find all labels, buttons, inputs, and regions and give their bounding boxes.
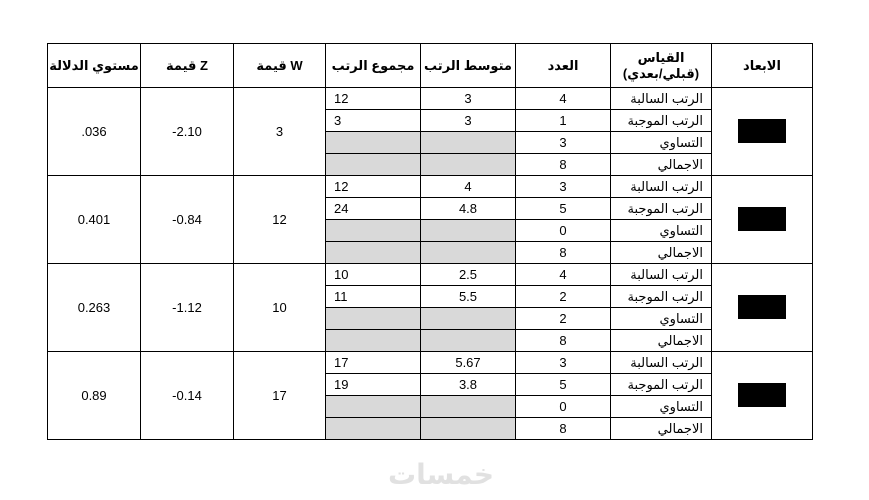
measure-label-cell: التساوي [611, 396, 712, 418]
z-value-cell: -0.14 [141, 352, 234, 440]
mean-rank-cell: 5.5 [421, 286, 516, 308]
redacted-dimension-label [738, 119, 786, 143]
sum-rank-cell-empty [326, 330, 421, 352]
count-cell: 0 [516, 396, 611, 418]
mean-rank-cell: 3.8 [421, 374, 516, 396]
dimension-cell [712, 176, 813, 264]
sum-rank-cell: 24 [326, 198, 421, 220]
header-row [48, 44, 813, 88]
mean-rank-cell: 3 [421, 110, 516, 132]
w-value-cell: 12 [234, 176, 326, 264]
measure-label-cell: الرتب السالبة [611, 88, 712, 110]
table-row [48, 88, 813, 110]
mean-rank-cell-empty [421, 308, 516, 330]
header-measure-line1: القياس [637, 49, 685, 65]
watermark-logo: خمسات [388, 458, 495, 491]
significance-cell: 0.89 [48, 352, 141, 440]
sum-rank-cell-empty [326, 220, 421, 242]
measure-label-cell: الاجمالي [611, 330, 712, 352]
sum-rank-cell: 3 [326, 110, 421, 132]
mean-rank-cell-empty [421, 330, 516, 352]
w-value-cell: 10 [234, 264, 326, 352]
w-value-cell: 17 [234, 352, 326, 440]
significance-cell: .036 [48, 88, 141, 176]
mean-rank-cell-empty [421, 220, 516, 242]
count-cell: 3 [516, 352, 611, 374]
table-row [48, 264, 813, 286]
sum-rank-cell: 12 [326, 176, 421, 198]
header-mean-rank: متوسط الرتب [421, 44, 516, 88]
mean-rank-cell: 5.67 [421, 352, 516, 374]
mean-rank-cell: 2.5 [421, 264, 516, 286]
count-cell: 4 [516, 88, 611, 110]
mean-rank-cell: 4.8 [421, 198, 516, 220]
count-cell: 4 [516, 264, 611, 286]
sum-rank-cell-empty [326, 242, 421, 264]
header-sum-rank: مجموع الرتب [326, 44, 421, 88]
header-measure [611, 44, 712, 88]
count-cell: 8 [516, 418, 611, 440]
redacted-dimension-label [738, 295, 786, 319]
header-w-value: قيمة W [234, 44, 326, 88]
dimension-cell [712, 88, 813, 176]
measure-label-cell: الاجمالي [611, 242, 712, 264]
significance-cell: 0.401 [48, 176, 141, 264]
mean-rank-cell: 3 [421, 88, 516, 110]
sum-rank-cell: 11 [326, 286, 421, 308]
sum-rank-cell-empty [326, 418, 421, 440]
dimension-cell [712, 352, 813, 440]
dimension-cell [712, 264, 813, 352]
mean-rank-cell: 4 [421, 176, 516, 198]
measure-label-cell: الرتب السالبة [611, 352, 712, 374]
mean-rank-cell-empty [421, 396, 516, 418]
measure-label-cell: الرتب السالبة [611, 264, 712, 286]
measure-label-cell: الرتب الموجبة [611, 286, 712, 308]
measure-label-cell: الرتب السالبة [611, 176, 712, 198]
w-value-cell: 3 [234, 88, 326, 176]
count-cell: 8 [516, 154, 611, 176]
count-cell: 8 [516, 242, 611, 264]
redacted-dimension-label [738, 383, 786, 407]
count-cell: 1 [516, 110, 611, 132]
header-count: العدد [516, 44, 611, 88]
sum-rank-cell: 12 [326, 88, 421, 110]
sum-rank-cell: 10 [326, 264, 421, 286]
count-cell: 5 [516, 198, 611, 220]
header-significance: مستوي الدلالة [48, 44, 141, 88]
count-cell: 5 [516, 374, 611, 396]
measure-label-cell: الرتب الموجبة [611, 110, 712, 132]
sum-rank-cell: 17 [326, 352, 421, 374]
z-value-cell: -2.10 [141, 88, 234, 176]
header-z-value: قيمة Z [141, 44, 234, 88]
measure-label-cell: الاجمالي [611, 418, 712, 440]
mean-rank-cell-empty [421, 154, 516, 176]
count-cell: 0 [516, 220, 611, 242]
table-row [48, 176, 813, 198]
mean-rank-cell-empty [421, 418, 516, 440]
measure-label-cell: الرتب الموجبة [611, 374, 712, 396]
sum-rank-cell: 19 [326, 374, 421, 396]
count-cell: 3 [516, 132, 611, 154]
significance-cell: 0.263 [48, 264, 141, 352]
z-value-cell: -1.12 [141, 264, 234, 352]
mean-rank-cell-empty [421, 242, 516, 264]
measure-label-cell: التساوي [611, 220, 712, 242]
count-cell: 8 [516, 330, 611, 352]
measure-label-cell: التساوي [611, 308, 712, 330]
sum-rank-cell-empty [326, 154, 421, 176]
measure-label-cell: الاجمالي [611, 154, 712, 176]
count-cell: 2 [516, 308, 611, 330]
z-value-cell: -0.84 [141, 176, 234, 264]
table-row [48, 352, 813, 374]
header-measure-line2: (قبلي/بعدي) [622, 65, 700, 81]
mean-rank-cell-empty [421, 132, 516, 154]
measure-label-cell: الرتب الموجبة [611, 198, 712, 220]
sum-rank-cell-empty [326, 308, 421, 330]
sum-rank-cell-empty [326, 132, 421, 154]
statistics-table [47, 43, 813, 440]
count-cell: 2 [516, 286, 611, 308]
header-dimensions: الابعاد [712, 44, 813, 88]
measure-label-cell: التساوي [611, 132, 712, 154]
count-cell: 3 [516, 176, 611, 198]
redacted-dimension-label [738, 207, 786, 231]
sum-rank-cell-empty [326, 396, 421, 418]
